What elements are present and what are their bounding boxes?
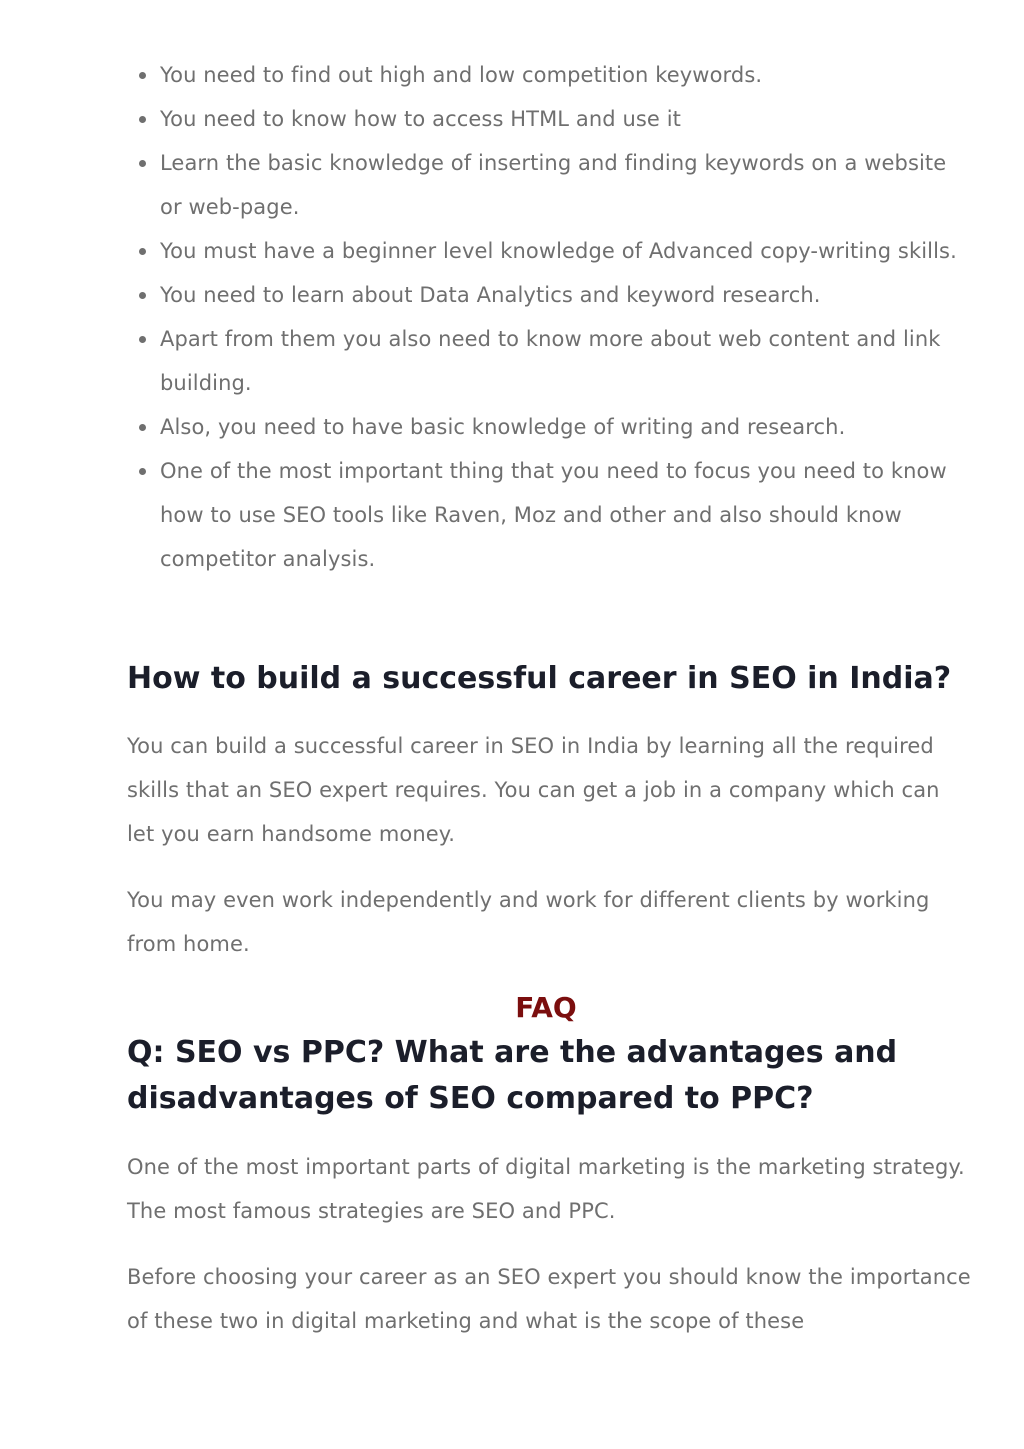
career-paragraph: You may even work independently and work for different clients by working from home. xyxy=(127,888,930,956)
list-item: One of the most important thing that you need to focus you need to know how to use SEO tools like Raven, Moz and other and also should know competitor analysis. xyxy=(160,449,960,581)
career-paragraph: You can build a successful career in SEO in India by learning all the required skills that an SEO expert requires. You can get a job in a company which can let you earn handsome money. xyxy=(127,734,940,846)
faq-paragraph: One of the most important parts of digital marketing is the marketing strategy. The most famous strategies are SEO and PPC. xyxy=(127,1155,965,1223)
faq-question-heading: Q: SEO vs PPC? What are the advantages and disadvantages of SEO compared to PPC? xyxy=(127,1035,898,1116)
list-item: You need to learn about Data Analytics and keyword research. xyxy=(160,273,960,317)
career-heading: How to build a successful career in SEO in India? xyxy=(127,661,952,696)
list-item: Also, you need to have basic knowledge of writing and research. xyxy=(160,405,960,449)
list-item: Apart from them you also need to know more about web content and link building. xyxy=(160,317,960,405)
list-item: You need to know how to access HTML and use it xyxy=(160,97,960,141)
faq-paragraph: Before choosing your career as an SEO expert you should know the importance of these two in digital marketing and what is the scope of these xyxy=(127,1265,971,1333)
faq-label: FAQ xyxy=(515,991,577,1024)
requirements-list xyxy=(160,53,960,581)
list-item: You need to find out high and low competition keywords. xyxy=(160,53,960,97)
list-item: Learn the basic knowledge of inserting and finding keywords on a website or web-page. xyxy=(160,141,960,229)
list-item: You must have a beginner level knowledge of Advanced copy-writing skills. xyxy=(160,229,960,273)
